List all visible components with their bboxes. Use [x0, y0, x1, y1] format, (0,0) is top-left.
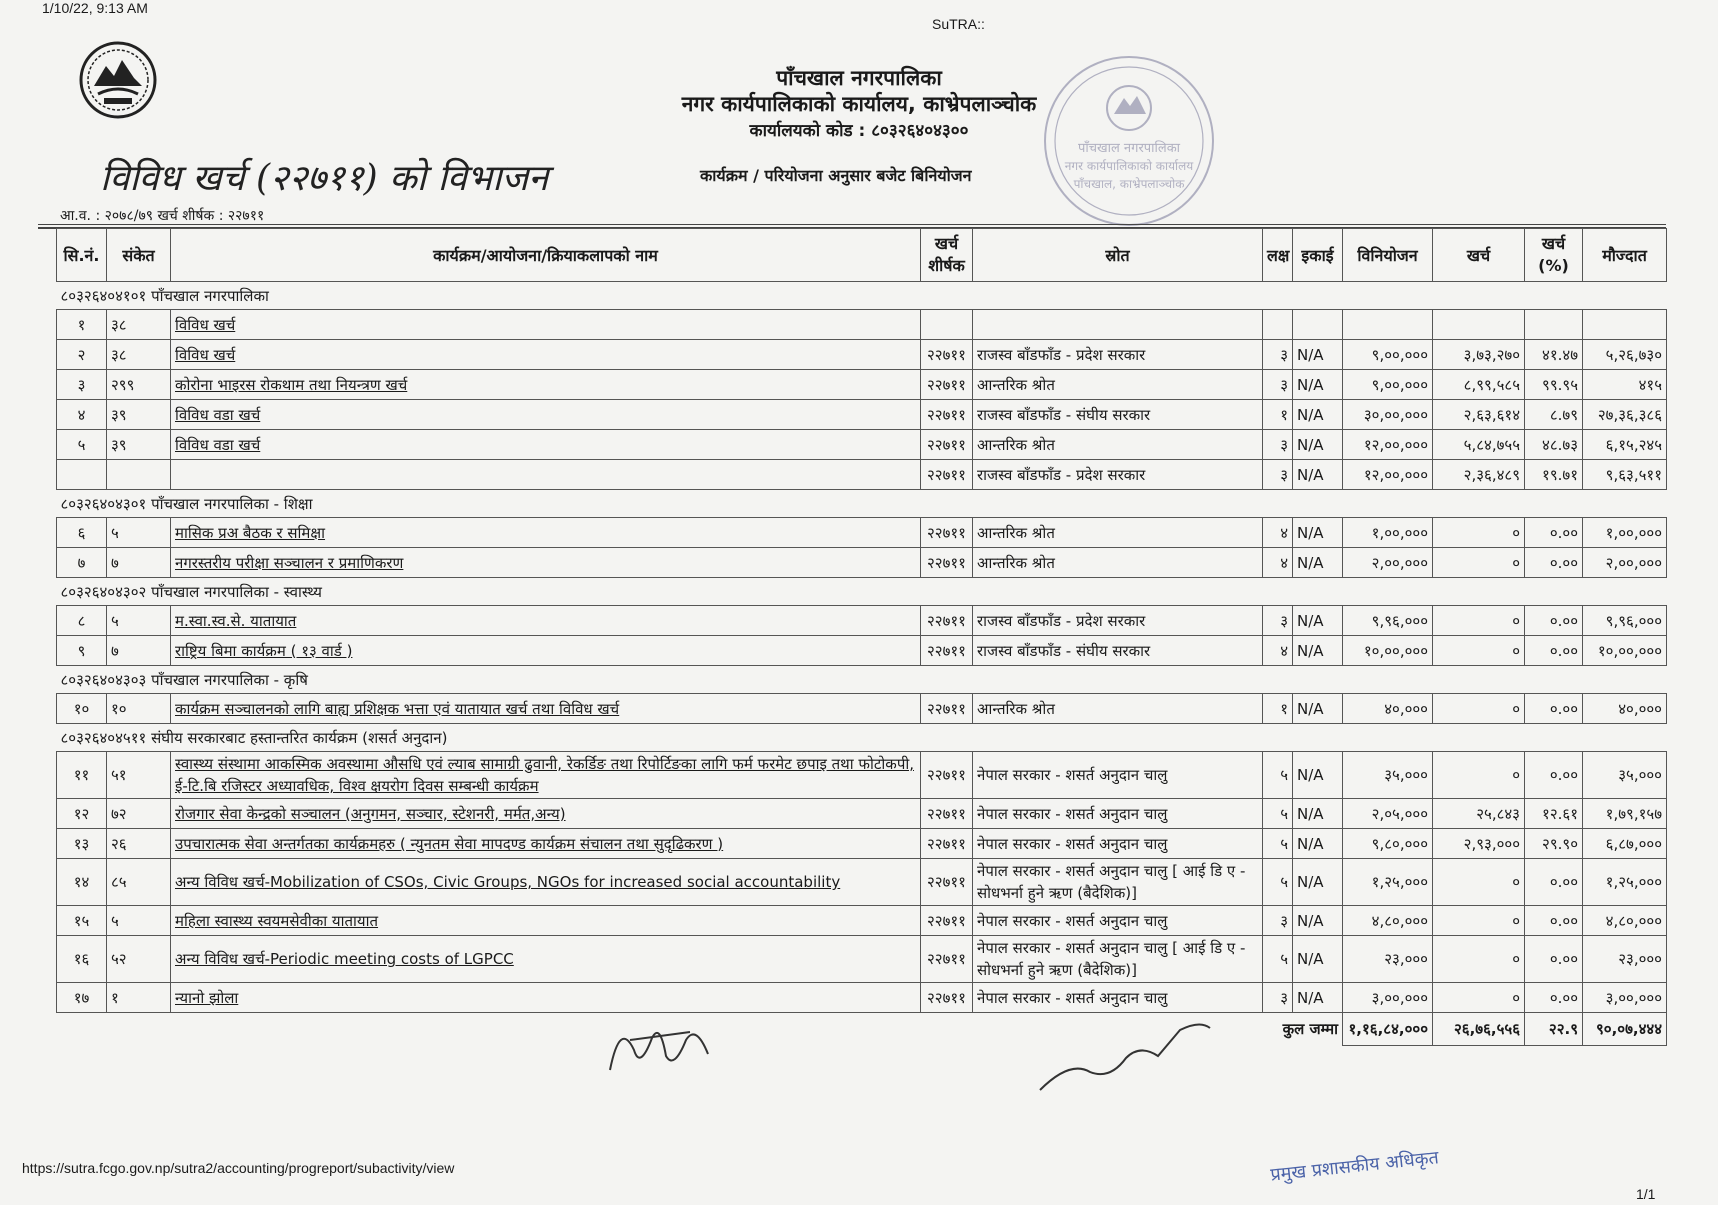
cell-pct: ०.००	[1525, 752, 1583, 799]
cell-name: न्यानो झोला	[171, 983, 921, 1013]
cell-balance: ९,९६,०००	[1583, 606, 1667, 636]
cell-pct: ०.००	[1525, 983, 1583, 1013]
cell-unit: N/A	[1293, 694, 1343, 724]
cell-allocation: १०,००,०००	[1343, 636, 1433, 666]
cell-allocation: ४,८०,०००	[1343, 906, 1433, 936]
cell-expense: ०	[1433, 906, 1525, 936]
cell-unit: N/A	[1293, 340, 1343, 370]
cell-sn: १२	[57, 799, 107, 829]
group-header-row	[57, 578, 1667, 606]
cell-name: रोजगार सेवा केन्द्रको सञ्चालन (अनुगमन, सञ्चार, स्टेशनरी, मर्मत,अन्य)	[171, 799, 921, 829]
stamp-text-line1: नगर कार्यपालिकाको कार्यालय	[1064, 159, 1194, 173]
cell-expense: २,६३,६१४	[1433, 400, 1525, 430]
cell-code: ३८	[107, 340, 171, 370]
signature-1-icon	[600, 1010, 730, 1090]
group-header-row	[57, 490, 1667, 518]
cell-allocation: ९,००,०००	[1343, 370, 1433, 400]
cell-code: १	[107, 983, 171, 1013]
cell-name: कार्यक्रम सञ्चालनको लागि बाह्य प्रशिक्षक भत्ता एवं यातायात खर्च तथा विविध खर्च	[171, 694, 921, 724]
page-url: https://sutra.fcgo.gov.np/sutra2/accounting/progreport/subactivity/view	[22, 1160, 455, 1176]
cell-pct: ०.००	[1525, 606, 1583, 636]
cell-source: आन्तरिक श्रोत	[973, 694, 1263, 724]
table-row	[57, 518, 1667, 548]
col-header-balance: मौज्दात	[1583, 229, 1667, 282]
cell-sn: ३	[57, 370, 107, 400]
table-row	[57, 400, 1667, 430]
cell-source: नेपाल सरकार - शसर्त अनुदान चालु	[973, 983, 1263, 1013]
cell-name: म.स्वा.स्व.से. यातायात	[171, 606, 921, 636]
cell-allocation: २३,०००	[1343, 936, 1433, 983]
cell-target: ३	[1263, 370, 1293, 400]
cell-sn: ६	[57, 518, 107, 548]
cell-pct: ४१.४७	[1525, 340, 1583, 370]
cell-target: ५	[1263, 829, 1293, 859]
cell-target: ३	[1263, 983, 1293, 1013]
table-row	[57, 936, 1667, 983]
col-header-expense: खर्च	[1433, 229, 1525, 282]
col-header-source: स्रोत	[973, 229, 1263, 282]
cell-target: ५	[1263, 752, 1293, 799]
col-header-pct: खर्च (%)	[1525, 229, 1583, 282]
cell-name: स्वास्थ्य संस्थामा आकस्मिक अवस्थामा औसधि एवं ल्याब सामाग्री ढुवानी, रेकर्डिङ तथा रिपोर्टिङका लागि फर्म फरमेट छपाइ तथा फोटोकपी, ई-टि.बि रजिस्टर अध्यावधिक, विश्व क्षयरोग दिवस सम्बन्धी कार्यक्रम	[171, 752, 921, 799]
cell-pct: ८.७९	[1525, 400, 1583, 430]
cell-unit: N/A	[1293, 936, 1343, 983]
cell-balance: ३५,०००	[1583, 752, 1667, 799]
cell-unit: N/A	[1293, 460, 1343, 490]
cell-balance: २३,०००	[1583, 936, 1667, 983]
cell-head: २२७११	[921, 340, 973, 370]
cell-expense: ०	[1433, 983, 1525, 1013]
table-row	[57, 694, 1667, 724]
cell-expense: ०	[1433, 752, 1525, 799]
cell-code: ८५	[107, 859, 171, 906]
cell-target: ४	[1263, 636, 1293, 666]
cell-expense: २५,८४३	[1433, 799, 1525, 829]
cell-target: ३	[1263, 340, 1293, 370]
table-row	[57, 460, 1667, 490]
cell-sn: १५	[57, 906, 107, 936]
cell-code: १०	[107, 694, 171, 724]
cell-allocation: १२,००,०००	[1343, 460, 1433, 490]
cell-target: ३	[1263, 906, 1293, 936]
cell-allocation: ३,००,०००	[1343, 983, 1433, 1013]
cell-pct: ०.००	[1525, 548, 1583, 578]
cell-target: १	[1263, 694, 1293, 724]
cell-allocation: ९,८०,०००	[1343, 829, 1433, 859]
cell-target: ५	[1263, 936, 1293, 983]
cell-target: ५	[1263, 799, 1293, 829]
cell-code: ५१	[107, 752, 171, 799]
cell-target: ३	[1263, 430, 1293, 460]
stamp-text-ring: पाँचखाल नगरपालिका	[1077, 141, 1181, 156]
budget-table	[56, 228, 1667, 1046]
cell-name: अन्य विविध खर्च-Periodic meeting costs of LGPCC	[171, 936, 921, 983]
cell-balance: १,७९,१५७	[1583, 799, 1667, 829]
cell-source: राजस्व बाँडफाँड - संघीय सरकार	[973, 636, 1263, 666]
cell-expense: ३,७३,२७०	[1433, 340, 1525, 370]
col-header-allocation: विनियोजन	[1343, 229, 1433, 282]
cell-allocation: २,००,०००	[1343, 548, 1433, 578]
cell-balance: १०,००,०००	[1583, 636, 1667, 666]
table-row	[57, 636, 1667, 666]
cell-sn: १४	[57, 859, 107, 906]
group-title: ८०३२६४०४५११ संघीय सरकारबाट हस्तान्तरित कार्यक्रम (शसर्त अनुदान)	[57, 724, 1667, 752]
cell-head: २२७११	[921, 936, 973, 983]
cell-pct: ०.००	[1525, 906, 1583, 936]
cell-unit	[1293, 310, 1343, 340]
table-row	[57, 752, 1667, 799]
cell-code: ५	[107, 518, 171, 548]
cell-source	[973, 310, 1263, 340]
table-row	[57, 430, 1667, 460]
cell-balance: ९,६३,५११	[1583, 460, 1667, 490]
cell-source: नेपाल सरकार - शसर्त अनुदान चालु [ आई डि ए - सोधभर्ना हुने ऋण (बैदेशिक)]	[973, 936, 1263, 983]
cell-unit: N/A	[1293, 752, 1343, 799]
cell-unit: N/A	[1293, 906, 1343, 936]
cell-balance: २७,३६,३८६	[1583, 400, 1667, 430]
cell-source: नेपाल सरकार - शसर्त अनुदान चालु	[973, 752, 1263, 799]
cell-allocation: १,००,०००	[1343, 518, 1433, 548]
cell-head: २२७११	[921, 636, 973, 666]
page-title: SuTRA::	[932, 16, 985, 32]
cell-name: विविध वडा खर्च	[171, 400, 921, 430]
group-title: ८०३२६४०४३०३ पाँचखाल नगरपालिका - कृषि	[57, 666, 1667, 694]
cell-unit: N/A	[1293, 829, 1343, 859]
table-row	[57, 310, 1667, 340]
cell-unit: N/A	[1293, 636, 1343, 666]
cell-expense: ०	[1433, 606, 1525, 636]
cell-sn: १०	[57, 694, 107, 724]
cell-pct: ९९.९५	[1525, 370, 1583, 400]
cell-unit: N/A	[1293, 606, 1343, 636]
cell-unit: N/A	[1293, 400, 1343, 430]
col-header-sn: सि.नं.	[57, 229, 107, 282]
cell-head: २२७११	[921, 370, 973, 400]
cell-expense	[1433, 310, 1525, 340]
cell-allocation: ४०,०००	[1343, 694, 1433, 724]
cell-source: आन्तरिक श्रोत	[973, 518, 1263, 548]
cell-code: ५२	[107, 936, 171, 983]
cell-allocation: ३५,०००	[1343, 752, 1433, 799]
stamp-text-line2: पाँचखाल, काभ्रेपलाञ्चोक	[1073, 177, 1185, 191]
office-stamp	[1040, 52, 1218, 230]
cell-name: कोरोना भाइरस रोकथाम तथा नियन्त्रण खर्च	[171, 370, 921, 400]
col-header-head: खर्च शीर्षक	[921, 229, 973, 282]
divider-thin	[38, 224, 1666, 225]
cell-sn: ८	[57, 606, 107, 636]
cell-sn: ११	[57, 752, 107, 799]
cell-expense: ०	[1433, 694, 1525, 724]
cell-balance: ४,८०,०००	[1583, 906, 1667, 936]
cell-expense: ०	[1433, 859, 1525, 906]
cell-expense: ०	[1433, 936, 1525, 983]
cell-expense: ०	[1433, 518, 1525, 548]
page-count: 1/1	[1636, 1186, 1656, 1202]
cell-head: २२७११	[921, 430, 973, 460]
cell-code: ५	[107, 606, 171, 636]
cell-balance: ५,२६,७३०	[1583, 340, 1667, 370]
cell-name: विविध खर्च	[171, 310, 921, 340]
cell-source: आन्तरिक श्रोत	[973, 370, 1263, 400]
col-header-target: लक्ष	[1263, 229, 1293, 282]
cell-code: ७	[107, 636, 171, 666]
cell-allocation: ९,९६,०००	[1343, 606, 1433, 636]
cell-allocation: ९,००,०००	[1343, 340, 1433, 370]
cell-pct	[1525, 310, 1583, 340]
cell-code: २६	[107, 829, 171, 859]
total-label: कुल जम्मा	[1282, 1020, 1338, 1039]
cell-source: आन्तरिक श्रोत	[973, 430, 1263, 460]
cell-head: २२७११	[921, 606, 973, 636]
cell-balance: ६,१५,२४५	[1583, 430, 1667, 460]
cell-code: ५	[107, 906, 171, 936]
cell-sn: १६	[57, 936, 107, 983]
handwritten-note: विविध खर्च (२२७११) को विभाजन	[100, 158, 549, 199]
cell-target: ४	[1263, 518, 1293, 548]
cell-unit: N/A	[1293, 859, 1343, 906]
cell-sn: १३	[57, 829, 107, 859]
cell-unit: N/A	[1293, 799, 1343, 829]
cell-name: अन्य विविध खर्च-Mobilization of CSOs, Civic Groups, NGOs for increased social accountability	[171, 859, 921, 906]
cell-expense: २,३६,४८९	[1433, 460, 1525, 490]
cell-sn: ९	[57, 636, 107, 666]
col-header-code: संकेत	[107, 229, 171, 282]
cell-head: २२७११	[921, 752, 973, 799]
cell-pct: ०.००	[1525, 936, 1583, 983]
cell-unit: N/A	[1293, 518, 1343, 548]
cell-source: राजस्व बाँडफाँड - प्रदेश सरकार	[973, 340, 1263, 370]
cell-allocation	[1343, 310, 1433, 340]
table-row	[57, 606, 1667, 636]
cell-allocation: २,०५,०००	[1343, 799, 1433, 829]
cell-head: २२७११	[921, 694, 973, 724]
cell-head	[921, 310, 973, 340]
table-row	[57, 340, 1667, 370]
cell-expense: ०	[1433, 636, 1525, 666]
cell-expense: ८,९९,५८५	[1433, 370, 1525, 400]
cell-head: २२७११	[921, 400, 973, 430]
cell-target: ४	[1263, 548, 1293, 578]
total-balance: ९०,०७,४४४	[1583, 1013, 1667, 1046]
cell-pct: ४८.७३	[1525, 430, 1583, 460]
cell-name: विविध खर्च	[171, 340, 921, 370]
signature-2-icon	[1030, 1010, 1230, 1100]
cell-source: राजस्व बाँडफाँड - प्रदेश सरकार	[973, 460, 1263, 490]
group-header-row	[57, 724, 1667, 752]
cell-head: २२७११	[921, 983, 973, 1013]
cell-name: राष्ट्रिय बिमा कार्यक्रम ( १३ वार्ड )	[171, 636, 921, 666]
cell-sn: ७	[57, 548, 107, 578]
table-row	[57, 370, 1667, 400]
cell-unit: N/A	[1293, 983, 1343, 1013]
group-title: ८०३२६४०४१०१ पाँचखाल नगरपालिका	[57, 282, 1667, 310]
cell-target	[1263, 310, 1293, 340]
cell-head: २२७११	[921, 460, 973, 490]
cell-target: ३	[1263, 460, 1293, 490]
cell-source: नेपाल सरकार - शसर्त अनुदान चालु	[973, 829, 1263, 859]
table-header-row	[57, 229, 1667, 282]
cell-name: उपचारात्मक सेवा अन्तर्गतका कार्यक्रमहरु ( न्युनतम सेवा मापदण्ड कार्यक्रम संचालन तथा सुदृढिकरण )	[171, 829, 921, 859]
cell-allocation: १२,००,०००	[1343, 430, 1433, 460]
cell-name: विविध वडा खर्च	[171, 430, 921, 460]
cell-code: ३९	[107, 400, 171, 430]
authority-seal-text: प्रमुख प्रशासकीय अधिकृत	[1269, 1147, 1440, 1186]
cell-source: नेपाल सरकार - शसर्त अनुदान चालु	[973, 906, 1263, 936]
table-row	[57, 829, 1667, 859]
cell-name: महिला स्वास्थ्य स्वयमसेवीका यातायात	[171, 906, 921, 936]
cell-allocation: १,२५,०००	[1343, 859, 1433, 906]
cell-source: नेपाल सरकार - शसर्त अनुदान चालु	[973, 799, 1263, 829]
cell-pct: ०.००	[1525, 859, 1583, 906]
cell-code: ३८	[107, 310, 171, 340]
org-name: पाँचखाल नगरपालिका	[776, 66, 942, 90]
cell-head: २२७११	[921, 859, 973, 906]
cell-name: नगरस्तरीय परीक्षा सञ्चालन र प्रमाणिकरण	[171, 548, 921, 578]
cell-sn: ५	[57, 430, 107, 460]
cell-code: ३९	[107, 430, 171, 460]
cell-balance: ४०,०००	[1583, 694, 1667, 724]
cell-target: ३	[1263, 606, 1293, 636]
table-row	[57, 983, 1667, 1013]
total-expense: २६,७६,५५६	[1433, 1013, 1525, 1046]
cell-source: राजस्व बाँडफाँड - प्रदेश सरकार	[973, 606, 1263, 636]
cell-unit: N/A	[1293, 548, 1343, 578]
cell-expense: २,९३,०००	[1433, 829, 1525, 859]
cell-code: ७	[107, 548, 171, 578]
cell-name	[171, 460, 921, 490]
table-row	[57, 799, 1667, 829]
total-allocation: १,१६,८४,०००	[1343, 1013, 1433, 1046]
group-title: ८०३२६४०४३०१ पाँचखाल नगरपालिका - शिक्षा	[57, 490, 1667, 518]
cell-sn: १	[57, 310, 107, 340]
cell-balance	[1583, 310, 1667, 340]
cell-sn: ४	[57, 400, 107, 430]
cell-name: मासिक प्रअ बैठक र समिक्षा	[171, 518, 921, 548]
report-title: कार्यक्रम / परियोजना अनुसार बजेट बिनियोजन	[700, 166, 972, 185]
cell-balance: २,००,०००	[1583, 548, 1667, 578]
cell-pct: १९.७१	[1525, 460, 1583, 490]
col-header-name: कार्यक्रम/आयोजना/क्रियाकलापको नाम	[171, 229, 921, 282]
cell-pct: ०.००	[1525, 636, 1583, 666]
cell-expense: ०	[1433, 548, 1525, 578]
cell-code	[107, 460, 171, 490]
cell-source: आन्तरिक श्रोत	[973, 548, 1263, 578]
col-header-unit: इकाई	[1293, 229, 1343, 282]
cell-sn: २	[57, 340, 107, 370]
stamp-emblem-icon	[1107, 86, 1151, 130]
cell-balance: ३,००,०००	[1583, 983, 1667, 1013]
group-title: ८०३२६४०४३०२ पाँचखाल नगरपालिका - स्वास्थ्य	[57, 578, 1667, 606]
cell-unit: N/A	[1293, 430, 1343, 460]
cell-allocation: ३०,००,०००	[1343, 400, 1433, 430]
office-code: कार्यालयको कोड : ८०३२६४०४३००	[749, 121, 969, 141]
cell-pct: २९.९०	[1525, 829, 1583, 859]
fiscal-year-line: आ.व. : २०७८/७९ खर्च शीर्षक : २२७११	[60, 208, 265, 224]
table-row	[57, 906, 1667, 936]
cell-pct: ०.००	[1525, 518, 1583, 548]
cell-target: १	[1263, 400, 1293, 430]
cell-code: ७२	[107, 799, 171, 829]
cell-head: २२७११	[921, 518, 973, 548]
cell-pct: १२.६१	[1525, 799, 1583, 829]
cell-sn	[57, 460, 107, 490]
cell-source: राजस्व बाँडफाँड - संघीय सरकार	[973, 400, 1263, 430]
print-datetime: 1/10/22, 9:13 AM	[42, 0, 148, 16]
cell-balance: १,००,०००	[1583, 518, 1667, 548]
cell-balance: ४१५	[1583, 370, 1667, 400]
cell-head: २२७११	[921, 548, 973, 578]
group-header-row	[57, 666, 1667, 694]
cell-pct: ०.००	[1525, 694, 1583, 724]
cell-code: २९९	[107, 370, 171, 400]
table-row	[57, 548, 1667, 578]
cell-head: २२७११	[921, 829, 973, 859]
cell-unit: N/A	[1293, 370, 1343, 400]
cell-target: ५	[1263, 859, 1293, 906]
cell-head: २२७११	[921, 906, 973, 936]
cell-balance: ६,८७,०००	[1583, 829, 1667, 859]
cell-expense: ५,८४,७५५	[1433, 430, 1525, 460]
total-row	[57, 1013, 1667, 1046]
cell-balance: १,२५,०००	[1583, 859, 1667, 906]
table-body	[57, 282, 1667, 1046]
group-header-row	[57, 282, 1667, 310]
office-name: नगर कार्यपालिकाको कार्यालय, काभ्रेपलाञ्चोक	[681, 92, 1037, 116]
total-pct: २२.९	[1525, 1013, 1583, 1046]
cell-sn: १७	[57, 983, 107, 1013]
cell-source: नेपाल सरकार - शसर्त अनुदान चालु [ आई डि ए - सोधभर्ना हुने ऋण (बैदेशिक)]	[973, 859, 1263, 906]
table-row	[57, 859, 1667, 906]
cell-head: २२७११	[921, 799, 973, 829]
